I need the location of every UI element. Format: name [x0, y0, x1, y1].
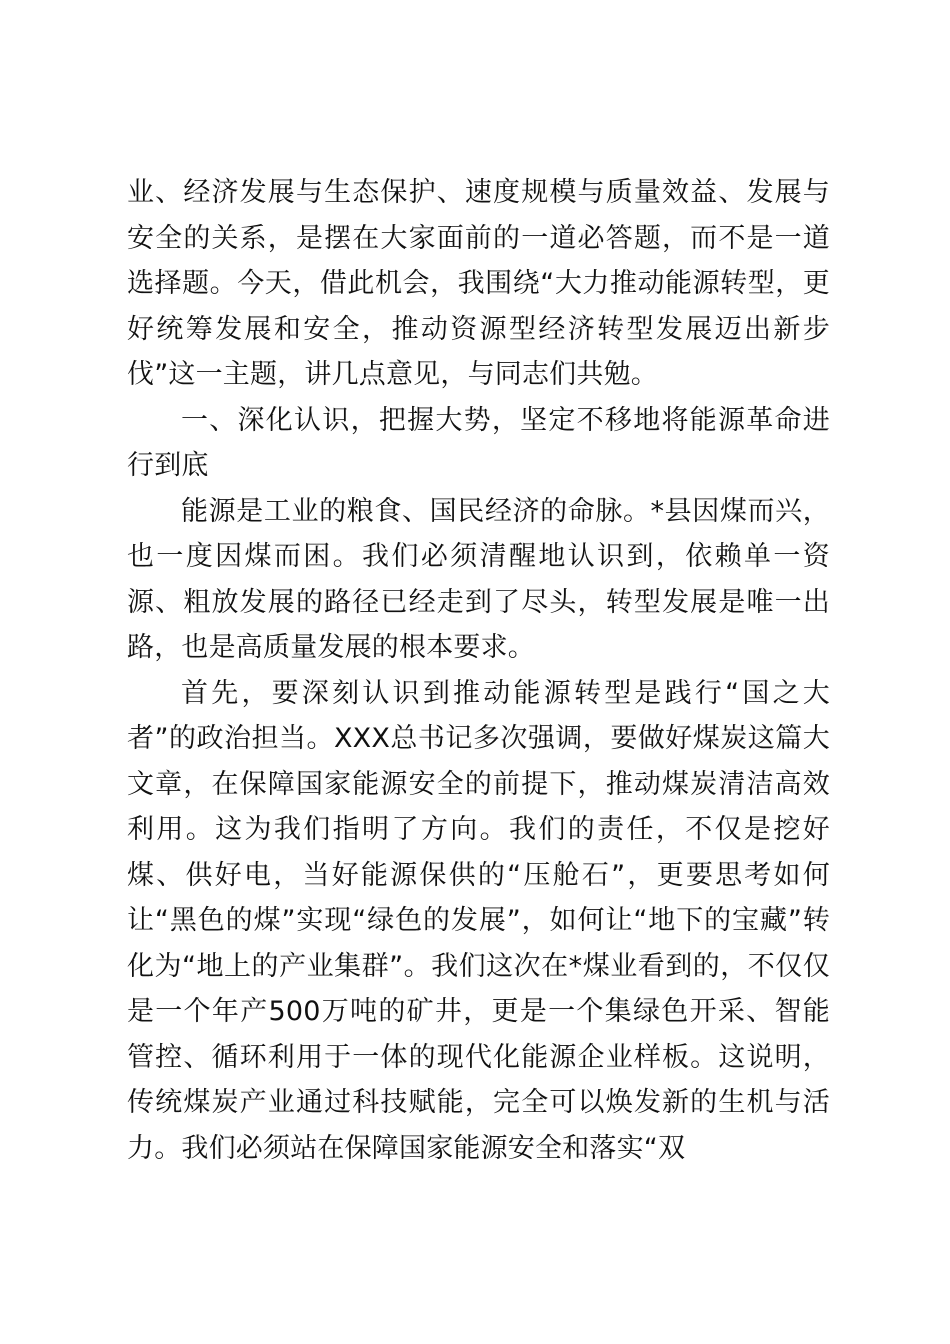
document-body — [127, 170, 830, 1171]
section-heading-1: 一、深化认识，把握大势，坚定不移地将能源革命进行到底 — [127, 404, 830, 481]
paragraph-intro-continued: 业、经济发展与生态保护、速度规模与质量效益、发展与安全的关系，是摆在大家面前的一道必答题，而不是一道选择题。今天，借此机会，我围绕“大力推动能源转型，更好统筹发展和安全，推动资源型经济转型发展迈出新步伐”这一主题，讲几点意见，与同志们共勉。 — [127, 177, 830, 390]
paragraph-energy-lifeline: 能源是工业的粮食、国民经济的命脉。*县因煤而兴，也一度因煤而困。我们必须清醒地认识到，依赖单一资源、粗放发展的路径已经走到了尽头，转型发展是唯一出路，也是高质量发展的根本要求。 — [127, 495, 830, 663]
paragraph-political-responsibility: 首先，要深刻认识到推动能源转型是践行“国之大者”的政治担当。XXX总书记多次强调，要做好煤炭这篇大文章，在保障国家能源安全的前提下，推动煤炭清洁高效利用。这为我们指明了方向。我们的责任，不仅是挖好煤、供好电，当好能源保供的“压舱石”，更要思考如何让“黑色的煤”实现“绿色的发展”，如何让“地下的宝藏”转化为“地上的产业集群”。我们这次在*煤业看到的，不仅仅是一个年产500万吨的矿井，更是一个集绿色开采、智能管控、循环利用于一体的现代化能源企业样板。这说明，传统煤炭产业通过科技赋能，完全可以焕发新的生机与活力。我们必须站在保障国家能源安全和落实“双 — [127, 677, 830, 1164]
